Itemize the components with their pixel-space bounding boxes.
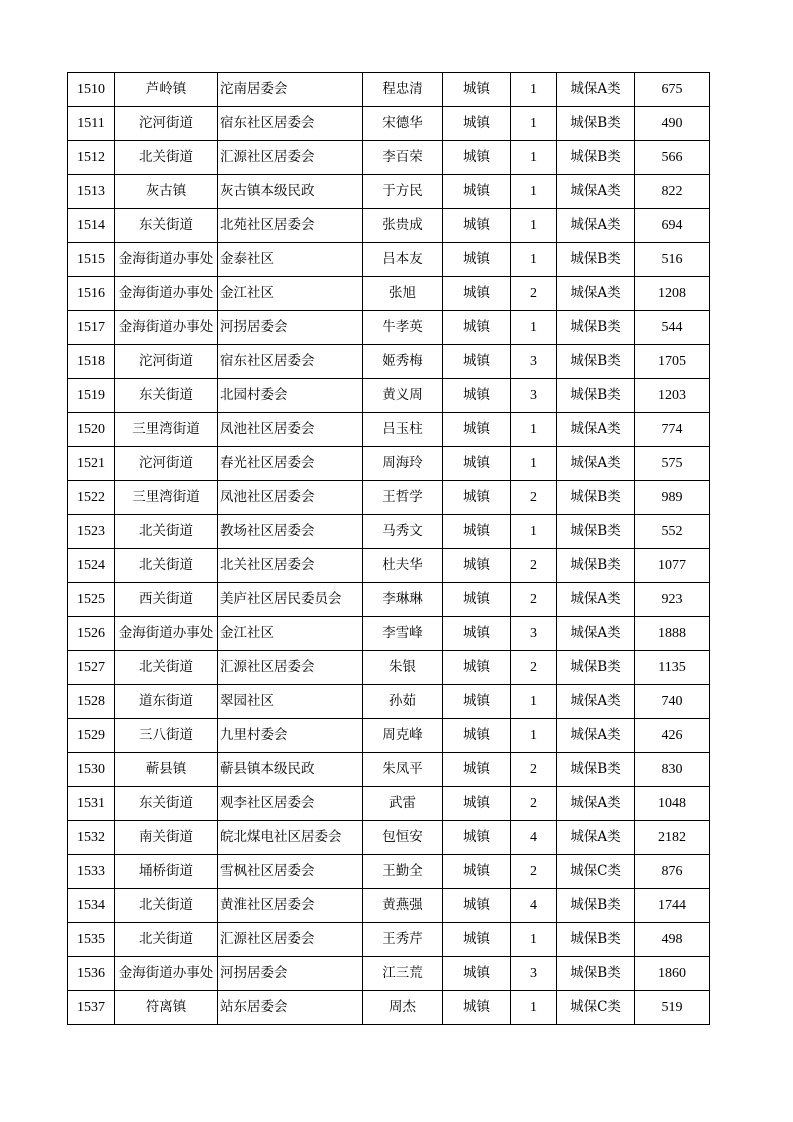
amount-cell: 519: [635, 991, 710, 1025]
person-name-cell: 姬秀梅: [363, 345, 443, 379]
area-type-cell: 城镇: [443, 787, 511, 821]
amount-cell: 516: [635, 243, 710, 277]
committee-cell: 凤池社区居委会: [218, 413, 363, 447]
committee-cell: 宿东社区居委会: [218, 107, 363, 141]
person-name-cell: 周杰: [363, 991, 443, 1025]
table-row: [68, 889, 710, 923]
person-name-cell: 牛孝英: [363, 311, 443, 345]
area-type-cell: 城镇: [443, 957, 511, 991]
area-type-cell: 城镇: [443, 617, 511, 651]
committee-cell: 翠园社区: [218, 685, 363, 719]
town-cell: 北关街道: [115, 515, 218, 549]
town-cell: 沱河街道: [115, 345, 218, 379]
table-row: [68, 617, 710, 651]
insurance-class-cell: 城保B类: [557, 481, 635, 515]
relief-roster-table: [67, 72, 710, 1025]
row-number-cell: 1537: [68, 991, 115, 1025]
town-cell: 金海街道办事处: [115, 277, 218, 311]
amount-cell: 830: [635, 753, 710, 787]
area-type-cell: 城镇: [443, 447, 511, 481]
amount-cell: 740: [635, 685, 710, 719]
household-count-cell: 1: [511, 413, 557, 447]
household-count-cell: 3: [511, 957, 557, 991]
table-row: [68, 753, 710, 787]
committee-cell: 蕲县镇本级民政: [218, 753, 363, 787]
household-count-cell: 1: [511, 515, 557, 549]
insurance-class-cell: 城保A类: [557, 617, 635, 651]
town-cell: 埇桥街道: [115, 855, 218, 889]
row-number-cell: 1515: [68, 243, 115, 277]
area-type-cell: 城镇: [443, 753, 511, 787]
insurance-class-cell: 城保B类: [557, 651, 635, 685]
area-type-cell: 城镇: [443, 277, 511, 311]
insurance-class-cell: 城保B类: [557, 243, 635, 277]
person-name-cell: 朱凤平: [363, 753, 443, 787]
committee-cell: 黄淮社区居委会: [218, 889, 363, 923]
committee-cell: 灰古镇本级民政: [218, 175, 363, 209]
person-name-cell: 吕本友: [363, 243, 443, 277]
household-count-cell: 1: [511, 209, 557, 243]
town-cell: 三里湾街道: [115, 413, 218, 447]
row-number-cell: 1524: [68, 549, 115, 583]
town-cell: 沱河街道: [115, 447, 218, 481]
person-name-cell: 周海玲: [363, 447, 443, 481]
town-cell: 东关街道: [115, 787, 218, 821]
table-row: [68, 379, 710, 413]
area-type-cell: 城镇: [443, 821, 511, 855]
household-count-cell: 1: [511, 447, 557, 481]
town-cell: 北关街道: [115, 923, 218, 957]
town-cell: 三里湾街道: [115, 481, 218, 515]
town-cell: 北关街道: [115, 889, 218, 923]
row-number-cell: 1536: [68, 957, 115, 991]
amount-cell: 1208: [635, 277, 710, 311]
table-row: [68, 141, 710, 175]
committee-cell: 美庐社区居民委员会: [218, 583, 363, 617]
town-cell: 三八街道: [115, 719, 218, 753]
committee-cell: 汇源社区居委会: [218, 923, 363, 957]
table-row: [68, 821, 710, 855]
insurance-class-cell: 城保B类: [557, 515, 635, 549]
amount-cell: 774: [635, 413, 710, 447]
row-number-cell: 1526: [68, 617, 115, 651]
committee-cell: 北园村委会: [218, 379, 363, 413]
committee-cell: 站东居委会: [218, 991, 363, 1025]
amount-cell: 1888: [635, 617, 710, 651]
table-row: [68, 787, 710, 821]
table-row: [68, 923, 710, 957]
insurance-class-cell: 城保B类: [557, 957, 635, 991]
committee-cell: 汇源社区居委会: [218, 141, 363, 175]
insurance-class-cell: 城保A类: [557, 175, 635, 209]
row-number-cell: 1528: [68, 685, 115, 719]
person-name-cell: 宋德华: [363, 107, 443, 141]
committee-cell: 九里村委会: [218, 719, 363, 753]
insurance-class-cell: 城保B类: [557, 889, 635, 923]
row-number-cell: 1529: [68, 719, 115, 753]
committee-cell: 金江社区: [218, 617, 363, 651]
row-number-cell: 1514: [68, 209, 115, 243]
row-number-cell: 1510: [68, 73, 115, 107]
household-count-cell: 2: [511, 481, 557, 515]
person-name-cell: 张旭: [363, 277, 443, 311]
area-type-cell: 城镇: [443, 651, 511, 685]
household-count-cell: 2: [511, 787, 557, 821]
person-name-cell: 王哲学: [363, 481, 443, 515]
area-type-cell: 城镇: [443, 243, 511, 277]
town-cell: 蕲县镇: [115, 753, 218, 787]
amount-cell: 566: [635, 141, 710, 175]
row-number-cell: 1512: [68, 141, 115, 175]
row-number-cell: 1527: [68, 651, 115, 685]
person-name-cell: 黄燕强: [363, 889, 443, 923]
area-type-cell: 城镇: [443, 481, 511, 515]
area-type-cell: 城镇: [443, 209, 511, 243]
row-number-cell: 1518: [68, 345, 115, 379]
table-row: [68, 481, 710, 515]
town-cell: 灰古镇: [115, 175, 218, 209]
town-cell: 金海街道办事处: [115, 311, 218, 345]
town-cell: 北关街道: [115, 651, 218, 685]
insurance-class-cell: 城保A类: [557, 73, 635, 107]
town-cell: 南关街道: [115, 821, 218, 855]
table-body: [68, 73, 710, 1025]
insurance-class-cell: 城保B类: [557, 379, 635, 413]
area-type-cell: 城镇: [443, 311, 511, 345]
person-name-cell: 孙茹: [363, 685, 443, 719]
household-count-cell: 3: [511, 379, 557, 413]
area-type-cell: 城镇: [443, 175, 511, 209]
amount-cell: 575: [635, 447, 710, 481]
household-count-cell: 1: [511, 923, 557, 957]
committee-cell: 北关社区居委会: [218, 549, 363, 583]
amount-cell: 989: [635, 481, 710, 515]
household-count-cell: 1: [511, 107, 557, 141]
row-number-cell: 1532: [68, 821, 115, 855]
person-name-cell: 李雪峰: [363, 617, 443, 651]
committee-cell: 皖北煤电社区居委会: [218, 821, 363, 855]
amount-cell: 675: [635, 73, 710, 107]
insurance-class-cell: 城保B类: [557, 753, 635, 787]
insurance-class-cell: 城保C类: [557, 991, 635, 1025]
household-count-cell: 2: [511, 277, 557, 311]
person-name-cell: 江三荒: [363, 957, 443, 991]
insurance-class-cell: 城保B类: [557, 345, 635, 379]
person-name-cell: 包恒安: [363, 821, 443, 855]
amount-cell: 876: [635, 855, 710, 889]
household-count-cell: 1: [511, 73, 557, 107]
table-row: [68, 175, 710, 209]
household-count-cell: 3: [511, 617, 557, 651]
amount-cell: 1203: [635, 379, 710, 413]
town-cell: 芦岭镇: [115, 73, 218, 107]
table-row: [68, 447, 710, 481]
amount-cell: 426: [635, 719, 710, 753]
area-type-cell: 城镇: [443, 141, 511, 175]
table-row: [68, 855, 710, 889]
area-type-cell: 城镇: [443, 685, 511, 719]
row-number-cell: 1531: [68, 787, 115, 821]
household-count-cell: 1: [511, 243, 557, 277]
table-row: [68, 311, 710, 345]
insurance-class-cell: 城保B类: [557, 107, 635, 141]
amount-cell: 1077: [635, 549, 710, 583]
table-row: [68, 107, 710, 141]
row-number-cell: 1516: [68, 277, 115, 311]
committee-cell: 金泰社区: [218, 243, 363, 277]
household-count-cell: 1: [511, 311, 557, 345]
insurance-class-cell: 城保A类: [557, 787, 635, 821]
household-count-cell: 1: [511, 991, 557, 1025]
table-row: [68, 277, 710, 311]
amount-cell: 1860: [635, 957, 710, 991]
row-number-cell: 1513: [68, 175, 115, 209]
row-number-cell: 1517: [68, 311, 115, 345]
amount-cell: 2182: [635, 821, 710, 855]
table-row: [68, 243, 710, 277]
person-name-cell: 王秀芹: [363, 923, 443, 957]
person-name-cell: 李琳琳: [363, 583, 443, 617]
person-name-cell: 于方民: [363, 175, 443, 209]
area-type-cell: 城镇: [443, 515, 511, 549]
table-row: [68, 583, 710, 617]
insurance-class-cell: 城保A类: [557, 719, 635, 753]
area-type-cell: 城镇: [443, 855, 511, 889]
person-name-cell: 吕玉柱: [363, 413, 443, 447]
committee-cell: 河拐居委会: [218, 311, 363, 345]
area-type-cell: 城镇: [443, 719, 511, 753]
area-type-cell: 城镇: [443, 345, 511, 379]
row-number-cell: 1522: [68, 481, 115, 515]
amount-cell: 490: [635, 107, 710, 141]
household-count-cell: 2: [511, 651, 557, 685]
table-row: [68, 549, 710, 583]
committee-cell: 雪枫社区居委会: [218, 855, 363, 889]
area-type-cell: 城镇: [443, 889, 511, 923]
committee-cell: 河拐居委会: [218, 957, 363, 991]
household-count-cell: 1: [511, 685, 557, 719]
town-cell: 东关街道: [115, 209, 218, 243]
insurance-class-cell: 城保A类: [557, 413, 635, 447]
amount-cell: 1705: [635, 345, 710, 379]
town-cell: 金海街道办事处: [115, 957, 218, 991]
town-cell: 道东街道: [115, 685, 218, 719]
amount-cell: 498: [635, 923, 710, 957]
committee-cell: 观李社区居委会: [218, 787, 363, 821]
town-cell: 符离镇: [115, 991, 218, 1025]
household-count-cell: 2: [511, 753, 557, 787]
amount-cell: 552: [635, 515, 710, 549]
table-row: [68, 685, 710, 719]
area-type-cell: 城镇: [443, 549, 511, 583]
person-name-cell: 周克峰: [363, 719, 443, 753]
town-cell: 沱河街道: [115, 107, 218, 141]
town-cell: 金海街道办事处: [115, 243, 218, 277]
table-row: [68, 991, 710, 1025]
insurance-class-cell: 城保B类: [557, 549, 635, 583]
committee-cell: 春光社区居委会: [218, 447, 363, 481]
row-number-cell: 1519: [68, 379, 115, 413]
committee-cell: 金江社区: [218, 277, 363, 311]
committee-cell: 北苑社区居委会: [218, 209, 363, 243]
insurance-class-cell: 城保A类: [557, 277, 635, 311]
table-row: [68, 651, 710, 685]
town-cell: 东关街道: [115, 379, 218, 413]
area-type-cell: 城镇: [443, 107, 511, 141]
committee-cell: 汇源社区居委会: [218, 651, 363, 685]
table-row: [68, 209, 710, 243]
person-name-cell: 朱银: [363, 651, 443, 685]
row-number-cell: 1530: [68, 753, 115, 787]
insurance-class-cell: 城保A类: [557, 583, 635, 617]
household-count-cell: 4: [511, 889, 557, 923]
amount-cell: 923: [635, 583, 710, 617]
amount-cell: 822: [635, 175, 710, 209]
person-name-cell: 王勤全: [363, 855, 443, 889]
row-number-cell: 1520: [68, 413, 115, 447]
town-cell: 北关街道: [115, 141, 218, 175]
insurance-class-cell: 城保A类: [557, 447, 635, 481]
table-row: [68, 345, 710, 379]
area-type-cell: 城镇: [443, 379, 511, 413]
area-type-cell: 城镇: [443, 991, 511, 1025]
person-name-cell: 程忠清: [363, 73, 443, 107]
insurance-class-cell: 城保C类: [557, 855, 635, 889]
table-row: [68, 515, 710, 549]
table-row: [68, 719, 710, 753]
person-name-cell: 马秀文: [363, 515, 443, 549]
area-type-cell: 城镇: [443, 413, 511, 447]
town-cell: 北关街道: [115, 549, 218, 583]
committee-cell: 宿东社区居委会: [218, 345, 363, 379]
insurance-class-cell: 城保A类: [557, 821, 635, 855]
table-row: [68, 73, 710, 107]
household-count-cell: 2: [511, 855, 557, 889]
area-type-cell: 城镇: [443, 73, 511, 107]
household-count-cell: 1: [511, 141, 557, 175]
person-name-cell: 杜夫华: [363, 549, 443, 583]
person-name-cell: 张贵成: [363, 209, 443, 243]
committee-cell: 教场社区居委会: [218, 515, 363, 549]
committee-cell: 凤池社区居委会: [218, 481, 363, 515]
household-count-cell: 1: [511, 719, 557, 753]
row-number-cell: 1533: [68, 855, 115, 889]
area-type-cell: 城镇: [443, 583, 511, 617]
row-number-cell: 1511: [68, 107, 115, 141]
household-count-cell: 4: [511, 821, 557, 855]
amount-cell: 1135: [635, 651, 710, 685]
amount-cell: 694: [635, 209, 710, 243]
amount-cell: 544: [635, 311, 710, 345]
insurance-class-cell: 城保A类: [557, 209, 635, 243]
amount-cell: 1048: [635, 787, 710, 821]
household-count-cell: 1: [511, 175, 557, 209]
area-type-cell: 城镇: [443, 923, 511, 957]
committee-cell: 沱南居委会: [218, 73, 363, 107]
row-number-cell: 1523: [68, 515, 115, 549]
table-row: [68, 957, 710, 991]
person-name-cell: 李百荣: [363, 141, 443, 175]
insurance-class-cell: 城保A类: [557, 685, 635, 719]
town-cell: 金海街道办事处: [115, 617, 218, 651]
insurance-class-cell: 城保B类: [557, 311, 635, 345]
row-number-cell: 1521: [68, 447, 115, 481]
person-name-cell: 黄义周: [363, 379, 443, 413]
person-name-cell: 武雷: [363, 787, 443, 821]
insurance-class-cell: 城保B类: [557, 923, 635, 957]
household-count-cell: 3: [511, 345, 557, 379]
row-number-cell: 1534: [68, 889, 115, 923]
insurance-class-cell: 城保B类: [557, 141, 635, 175]
table-row: [68, 413, 710, 447]
household-count-cell: 2: [511, 549, 557, 583]
town-cell: 西关街道: [115, 583, 218, 617]
row-number-cell: 1525: [68, 583, 115, 617]
household-count-cell: 2: [511, 583, 557, 617]
amount-cell: 1744: [635, 889, 710, 923]
row-number-cell: 1535: [68, 923, 115, 957]
